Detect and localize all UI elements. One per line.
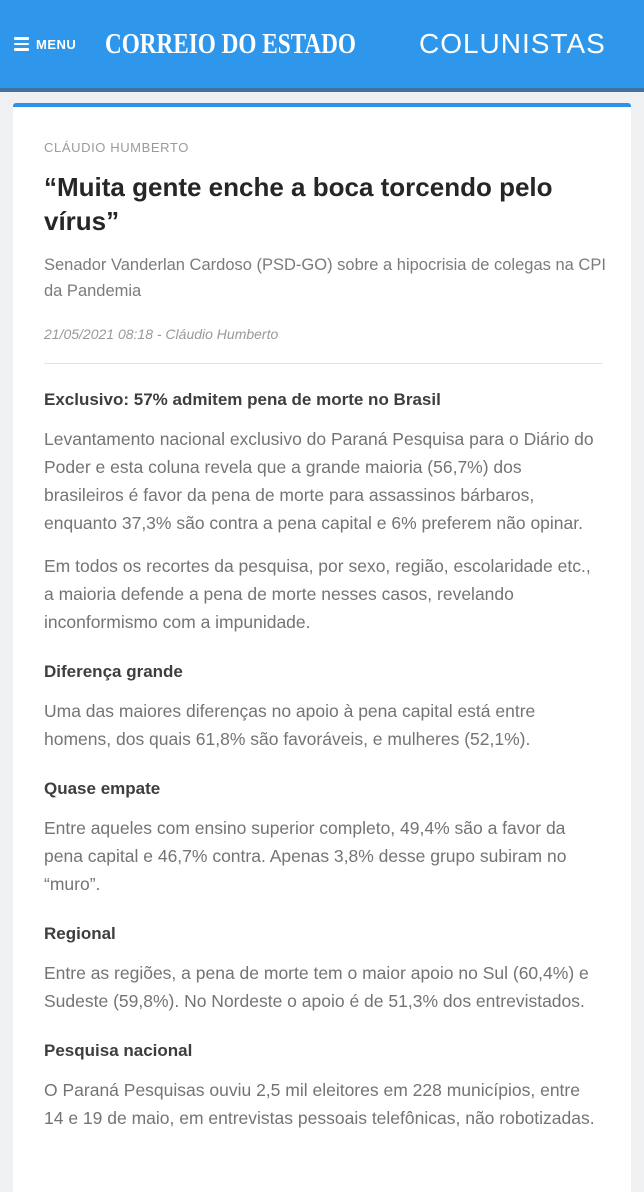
section-heading: Regional [44, 924, 116, 943]
column-kicker: CLÁUDIO HUMBERTO [44, 140, 189, 155]
article-paragraph: Uma das maiores diferenças no apoio à pena capital está entre homens, dos quais 61,8% são favoráveis, e mulheres (52,1%). [44, 701, 536, 749]
article-paragraph: Em todos os recortes da pesquisa, por sexo, região, escolaridade etc., a maioria defende a pena de morte nesses casos, revelando inconformismo com a impunidade. [44, 556, 591, 632]
article-paragraph: Levantamento nacional exclusivo do Paraná Pesquisa para o Diário do Poder e esta coluna revela que a grande maioria (56,7%) dos brasileiros é favor da pena de morte para assassinos bárbaros, enquanto 37,3% são contra a pena capital e 6% preferem não opinar. [44, 429, 594, 533]
article-paragraph: Entre aqueles com ensino superior completo, 49,4% são a favor da pena capital e 46,7% contra. Apenas 3,8% desse grupo subiram no “muro”. [44, 818, 567, 894]
section-heading: Pesquisa nacional [44, 1041, 193, 1060]
menu-button-label: MENU [36, 36, 77, 52]
article-paragraph: Entre as regiões, a pena de morte tem o maior apoio no Sul (60,4%) e Sudeste (59,8%). No Nordeste o apoio é de 51,3% dos entrevistados. [44, 963, 589, 1011]
hamburger-icon [14, 37, 29, 51]
page-section-title: COLUNISTAS [418, 28, 606, 59]
site-logo[interactable]: CORREIO DO ESTADO [105, 27, 357, 60]
menu-button[interactable] [14, 37, 76, 52]
section-heading: Diferença grande [44, 662, 183, 681]
article-dateline: 21/05/2021 08:18 - Cláudio Humberto [44, 326, 279, 342]
article-deck: Senador Vanderlan Cardoso (PSD-GO) sobre a hipocrisia de colegas na CPI da Pandemia [44, 256, 606, 300]
top-navigation-bar [0, 0, 644, 88]
content-area [0, 92, 644, 1192]
article-body [44, 390, 602, 1132]
article-card [13, 103, 631, 1192]
article-title: “Muita gente enche a boca torcendo pelo vírus” [44, 172, 553, 236]
section-heading: Exclusivo: 57% admitem pena de morte no Brasil [44, 390, 441, 409]
article-paragraph: O Paraná Pesquisas ouviu 2,5 mil eleitores em 228 municípios, entre 14 e 19 de maio, em entrevistas pessoais telefônicas, não robotizadas. [44, 1080, 595, 1128]
section-heading: Quase empate [44, 779, 161, 798]
divider-line [44, 363, 602, 364]
